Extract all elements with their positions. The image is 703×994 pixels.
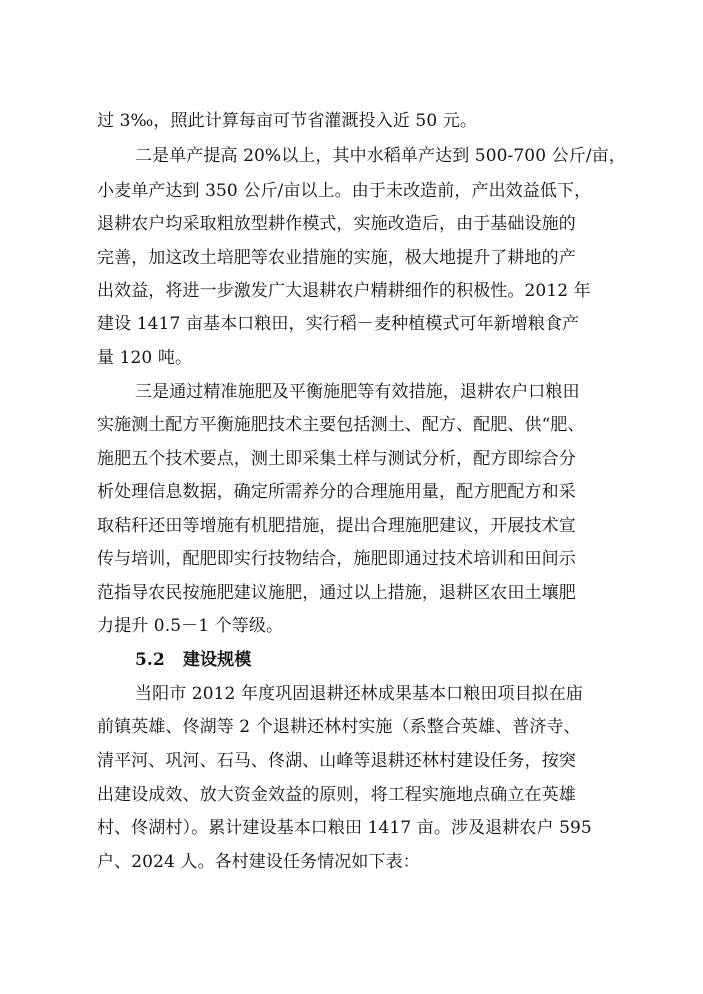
section-title: 建设规模 xyxy=(182,650,252,670)
text-line: 完善，加这改土培肥等农业措施的实施，极大地提升了耕地的产 xyxy=(97,248,576,268)
text-line: 退耕农户均采取粗放型耕作模式，实施改造后，由于基础设施的 xyxy=(97,214,576,234)
text-line: 户、2024 人。各村建设任务情况如下表： xyxy=(97,852,420,872)
text-line: 小麦单产达到 350 公斤/亩以上。由于未改造前，产出效益低下， xyxy=(97,181,592,201)
text-line: 出效益，将进一步激发广大退耕农户精耕细作的积极性。2012 年 xyxy=(97,281,591,301)
text-line: 过 3‰，照此计算每亩可节省灌溉投入近 50 元。 xyxy=(97,111,477,131)
text-line: 力提升 0.5－1 个等级。 xyxy=(97,616,284,636)
text-line: 范指导农民按施肥建议施肥，通过以上措施，退耕区农田土壤肥 xyxy=(97,583,576,603)
text-line: 施肥五个技术要点，测土即采集土样与测试分析，配方即综合分 xyxy=(97,449,576,469)
paragraph-start: 当阳市 2012 年度巩固退耕还林成果基本口粮田项目拟在庙 xyxy=(135,684,583,704)
section-number: 5.2 xyxy=(135,650,165,670)
paragraph-start: 二是单产提高 20%以上，其中水稻单产达到 500-700 公斤/亩， xyxy=(135,146,626,166)
text-line: 建设 1417 亩基本口粮田，实行稻－麦种植模式可年新增粮食产 xyxy=(97,314,580,334)
text-line: 实施测土配方平衡施肥技术主要包括测土、配方、配肥、供“肥、 xyxy=(97,415,585,435)
text-line: 传与培训，配肥即实行技物结合，施肥即通过技术培训和田间示 xyxy=(97,549,576,569)
text-line: 前镇英雄、佟湖等 2 个退耕还林村实施（系整合英雄、普济寺、 xyxy=(97,717,581,737)
paragraph-start: 三是通过精准施肥及平衡施肥等有效措施，退耕农户口粮田 xyxy=(135,382,580,402)
text-line: 出建设成效、放大资金效益的原则，将工程实施地点确立在英雄 xyxy=(97,785,576,805)
text-line: 量 120 吨。 xyxy=(97,348,193,368)
text-line: 取秸秆还田等增施有机肥措施，提出合理施肥建议，开展技术宣 xyxy=(97,516,576,536)
text-line: 析处理信息数据，确定所需养分的合理施用量，配方肥配方和采 xyxy=(97,482,576,502)
text-line: 村、佟湖村）。累计建设基本口粮田 1417 亩。涉及退耕农户 595 xyxy=(97,818,592,838)
text-line: 清平河、巩河、石马、佟湖、山峰等退耕还林村建设任务，按突 xyxy=(97,751,576,771)
section-heading xyxy=(135,650,655,670)
